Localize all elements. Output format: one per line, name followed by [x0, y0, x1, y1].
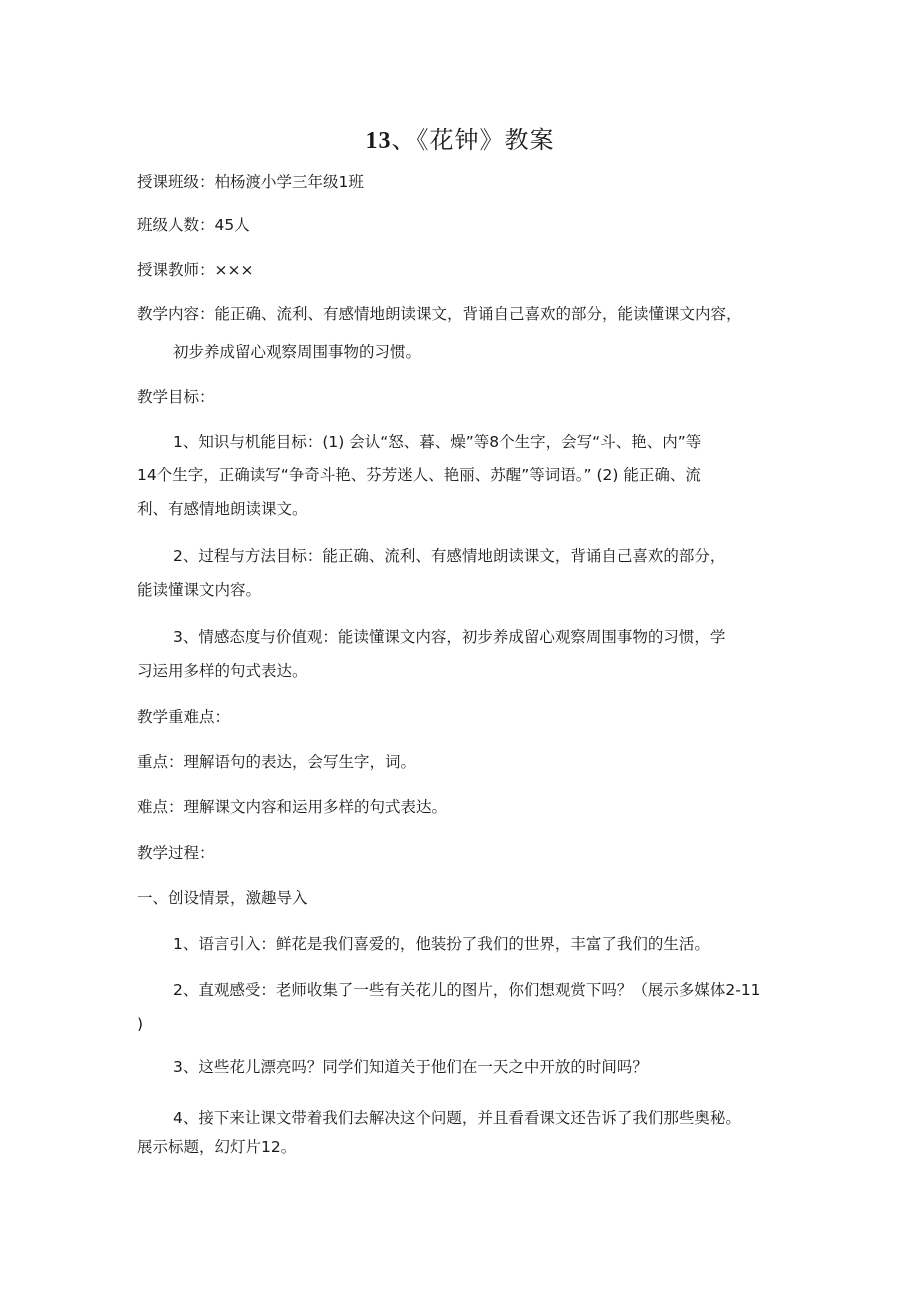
goal1-line2: 14个生字，正确读写“争奇斗艳、芬芳迷人、艳丽、苏醒”等词语。” (2) 能正确、流	[137, 466, 701, 484]
goals-heading: 教学目标：	[137, 388, 215, 406]
step-3: 3、这些花儿漂亮吗？同学们知道关于他们在一天之中开放的时间吗？	[173, 1058, 648, 1076]
step-2-line2: )	[137, 1015, 144, 1033]
goal1-line3: 利、有感情地朗读课文。	[137, 500, 308, 518]
title-text: 、《花钟》教案	[391, 126, 555, 154]
goal2-line1: 2、过程与方法目标：能正确、流利、有感情地朗读课文，背诵自己喜欢的部分，	[173, 547, 726, 565]
page-title	[0, 120, 920, 155]
teaching-content-line1: 教学内容：能正确、流利、有感情地朗读课文，背诵自己喜欢的部分，能读懂课文内容，	[137, 305, 742, 323]
section-1-heading: 一、创设情景，激趣导入	[137, 889, 308, 907]
title-number: 13	[365, 128, 392, 154]
goal3-line1: 3、情感态度与价值观：能读懂课文内容，初步养成留心观察周围事物的习惯，学	[173, 628, 726, 646]
goal3-line2: 习运用多样的句式表达。	[137, 662, 308, 680]
step-4-line2: 展示标题，幻灯片12。	[137, 1138, 297, 1156]
step-2-line1: 2、直观感受：老师收集了一些有关花儿的图片，你们想观赏下吗？（展示多媒体2-11	[173, 981, 761, 999]
goal1-line1: 1、知识与机能目标：(1) 会认“怒、暮、燥”等8个生字，会写“斗、艳、内”等	[173, 433, 702, 451]
class-info: 授课班级：柏杨渡小学三年级1班	[137, 173, 364, 191]
step-4-line1: 4、接下来让课文带着我们去解决这个问题，并且看看课文还告诉了我们那些奥秘。	[173, 1109, 741, 1127]
teacher-info: 授课教师：×××	[137, 261, 254, 279]
keypoints-heading: 教学重难点：	[137, 708, 231, 726]
teaching-content-line2: 初步养成留心观察周围事物的习惯。	[173, 343, 422, 361]
difficulty-point: 难点：理解课文内容和运用多样的句式表达。	[137, 798, 448, 816]
focus-point: 重点：理解语句的表达，会写生字，词。	[137, 753, 417, 771]
step-1: 1、语言引入：鲜花是我们喜爱的，他装扮了我们的世界，丰富了我们的生活。	[173, 935, 710, 953]
goal2-line2: 能读懂课文内容。	[137, 581, 262, 599]
process-heading: 教学过程：	[137, 844, 215, 862]
class-size: 班级人数：45人	[137, 216, 250, 234]
